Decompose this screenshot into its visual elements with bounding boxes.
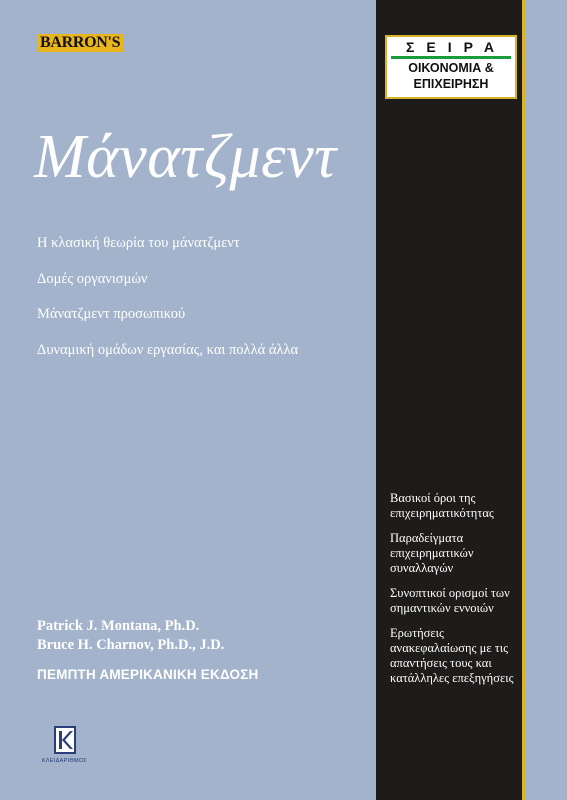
feature-item: Παραδείγματα επιχειρηματικών συναλλαγών	[390, 531, 474, 575]
series-divider	[391, 56, 511, 59]
publisher-mark	[37, 726, 92, 764]
edition-label: ΠΕΜΠΤΗ ΑΜΕΡΙΚΑΝΙΚΗ ΕΚΔΟΣΗ	[37, 667, 259, 682]
feature-item: Συνοπτικοί ορισμοί των σημαντικών εννοιών	[390, 586, 510, 615]
key-k-logo-icon	[54, 726, 76, 754]
topic-item: Δομές οργανισμών	[37, 270, 148, 287]
author-name: Patrick J. Montana, Ph.D.	[37, 618, 200, 634]
barrons-logo: BARRON'S	[37, 34, 123, 52]
topic-item: Μάνατζμεντ προσωπικού	[37, 306, 186, 322]
feature-item: Ερωτήσεις ανακεφαλαίωσης με τις απαντήσεις τους και κατάλληλες επεξηγήσεις	[390, 626, 514, 685]
publisher-name: ΚΛΕΙΔΑΡΙΘΜΟΣ	[41, 758, 88, 764]
feature-item: Βασικοί όροι της επιχειρηματικότητας	[390, 491, 494, 520]
topics-list	[37, 235, 298, 377]
topic-item: Η κλασική θεωρία του μάνατζμεντ	[37, 235, 240, 251]
author-name: Bruce H. Charnov, Ph.D., J.D.	[37, 637, 225, 653]
series-name-line2: ΕΠΙΧΕΙΡΗΣΗ	[413, 77, 489, 91]
series-label: ΣΕΙΡΑ	[405, 39, 507, 55]
series-name-line1: ΟΙΚΟΝΟΜΙΑ &	[408, 61, 494, 75]
topic-item: Δυναμική ομάδων εργασίας, και πολλά άλλα	[37, 341, 299, 358]
series-badge	[385, 35, 517, 99]
book-title: Μάνατζμεντ	[34, 123, 337, 191]
features-list	[390, 491, 522, 696]
authors	[37, 617, 224, 655]
